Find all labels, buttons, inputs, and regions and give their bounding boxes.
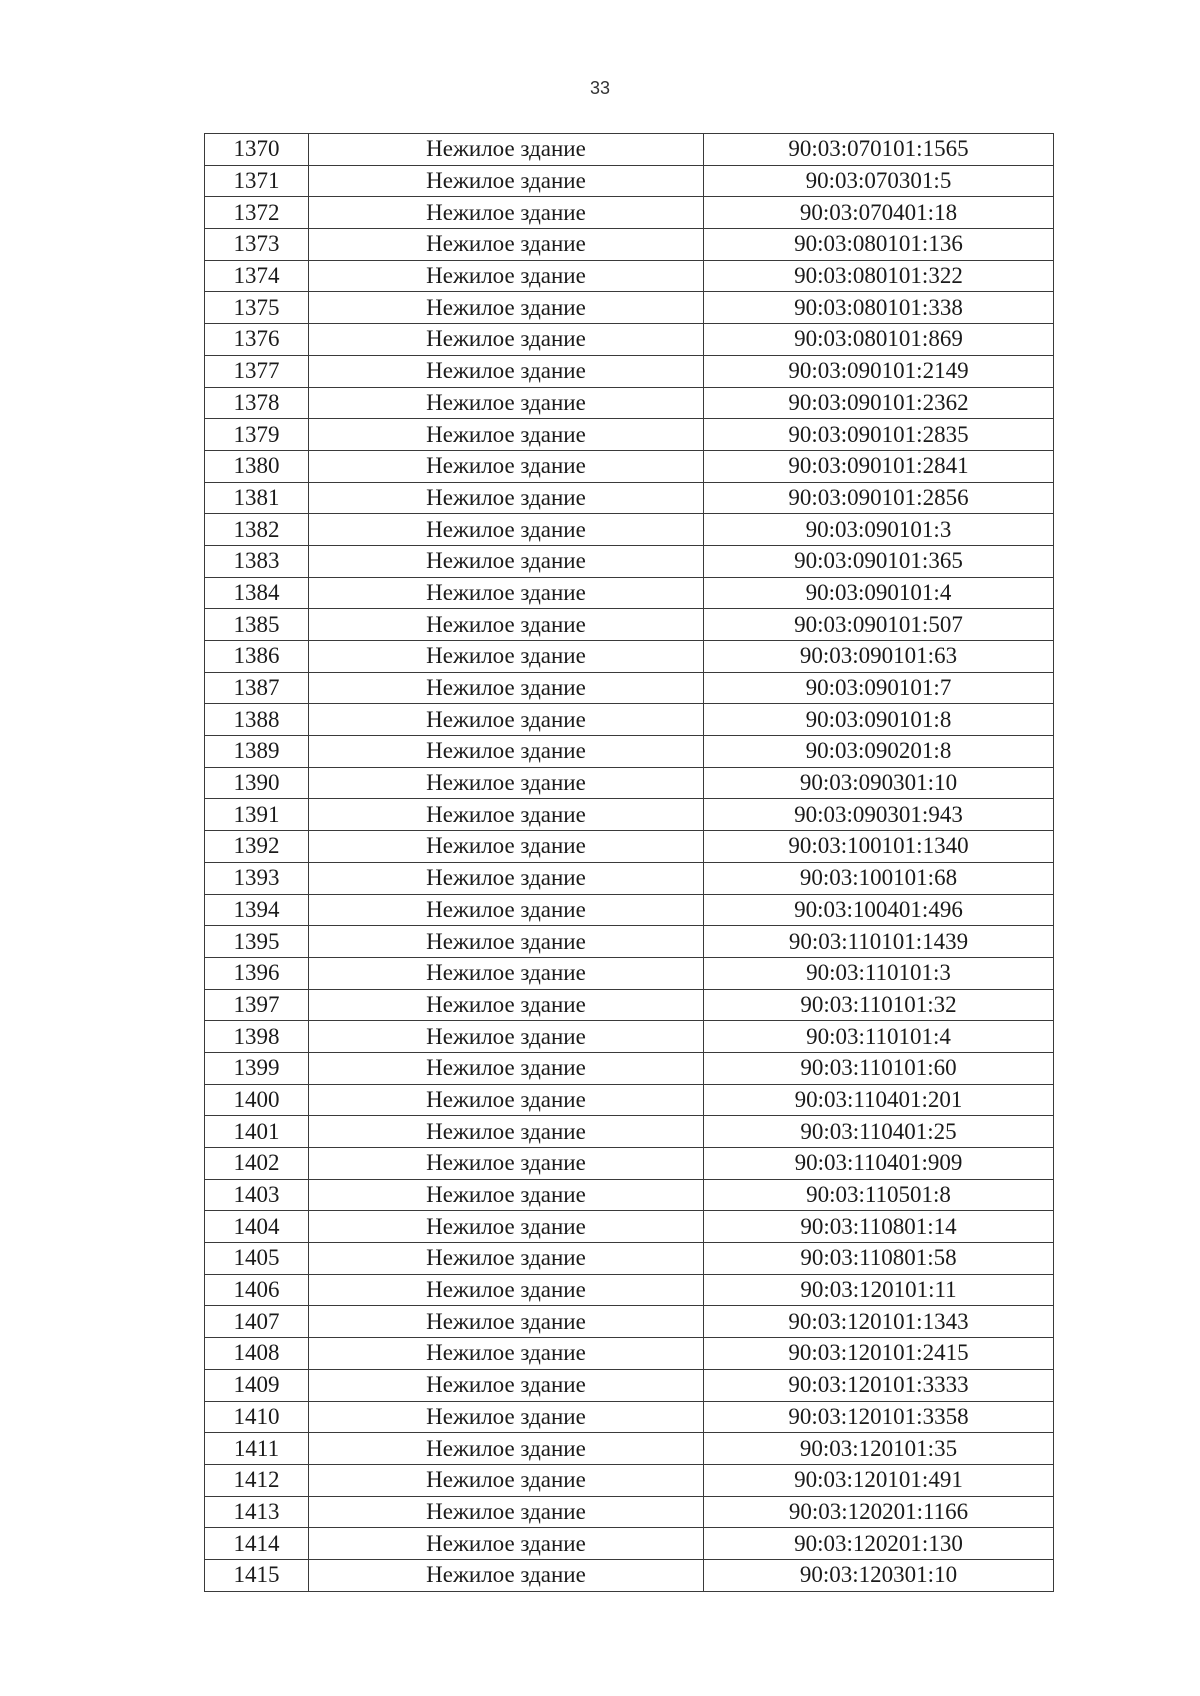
row-number-cell: 1379 [205,419,309,451]
table-row [205,577,1054,609]
table-row [205,704,1054,736]
row-number-cell: 1391 [205,799,309,831]
table-row [205,1052,1054,1084]
page-number: 33 [589,78,611,98]
row-number-cell: 1375 [205,292,309,324]
object-type-cell: Нежилое здание [309,736,704,768]
table-row [205,862,1054,894]
table-row [205,609,1054,641]
object-type-cell: Нежилое здание [309,387,704,419]
cadastral-number-cell: 90:03:110101:4 [704,1021,1054,1053]
table-row [205,1084,1054,1116]
object-type-cell: Нежилое здание [309,989,704,1021]
row-number-cell: 1401 [205,1116,309,1148]
object-type-cell: Нежилое здание [309,324,704,356]
row-number-cell: 1370 [205,134,309,166]
row-number-cell: 1380 [205,450,309,482]
cadastral-number-cell: 90:03:120101:491 [704,1464,1054,1496]
row-number-cell: 1376 [205,324,309,356]
cadastral-number-cell: 90:03:080101:136 [704,229,1054,261]
object-type-cell: Нежилое здание [309,1052,704,1084]
object-type-cell: Нежилое здание [309,831,704,863]
table-row [205,514,1054,546]
cadastral-number-cell: 90:03:070301:5 [704,165,1054,197]
object-type-cell: Нежилое здание [309,1274,704,1306]
row-number-cell: 1383 [205,545,309,577]
table-row [205,292,1054,324]
object-type-cell: Нежилое здание [309,260,704,292]
row-number-cell: 1378 [205,387,309,419]
table-row [205,831,1054,863]
row-number-cell: 1395 [205,926,309,958]
row-number-cell: 1399 [205,1052,309,1084]
row-number-cell: 1393 [205,862,309,894]
table-row [205,1021,1054,1053]
row-number-cell: 1402 [205,1148,309,1180]
object-type-cell: Нежилое здание [309,1116,704,1148]
table-row [205,1496,1054,1528]
row-number-cell: 1411 [205,1433,309,1465]
row-number-cell: 1373 [205,229,309,261]
row-number-cell: 1397 [205,989,309,1021]
cadastral-number-cell: 90:03:090101:2841 [704,450,1054,482]
object-type-cell: Нежилое здание [309,1528,704,1560]
cadastral-number-cell: 90:03:110101:60 [704,1052,1054,1084]
cadastral-number-cell: 90:03:110401:201 [704,1084,1054,1116]
table-row [205,450,1054,482]
object-type-cell: Нежилое здание [309,1401,704,1433]
row-number-cell: 1388 [205,704,309,736]
row-number-cell: 1390 [205,767,309,799]
cadastral-number-cell: 90:03:090101:2362 [704,387,1054,419]
cadastral-number-cell: 90:03:120101:2415 [704,1338,1054,1370]
table-row [205,1243,1054,1275]
cadastral-number-cell: 90:03:110501:8 [704,1179,1054,1211]
cadastral-number-cell: 90:03:110101:1439 [704,926,1054,958]
table-row [205,1338,1054,1370]
table-row [205,1116,1054,1148]
object-type-cell: Нежилое здание [309,609,704,641]
cadastral-number-cell: 90:03:090301:943 [704,799,1054,831]
object-type-cell: Нежилое здание [309,1369,704,1401]
cadastral-number-cell: 90:03:090101:2835 [704,419,1054,451]
object-type-cell: Нежилое здание [309,894,704,926]
table-row [205,989,1054,1021]
object-type-cell: Нежилое здание [309,926,704,958]
object-type-cell: Нежилое здание [309,1243,704,1275]
object-type-cell: Нежилое здание [309,514,704,546]
row-number-cell: 1407 [205,1306,309,1338]
table-row [205,260,1054,292]
row-number-cell: 1410 [205,1401,309,1433]
table-row [205,799,1054,831]
cadastral-number-cell: 90:03:090101:7 [704,672,1054,704]
cadastral-number-cell: 90:03:120201:1166 [704,1496,1054,1528]
cadastral-number-cell: 90:03:090101:365 [704,545,1054,577]
table-row [205,672,1054,704]
table-row [205,355,1054,387]
object-type-cell: Нежилое здание [309,419,704,451]
row-number-cell: 1400 [205,1084,309,1116]
object-type-cell: Нежилое здание [309,545,704,577]
row-number-cell: 1415 [205,1559,309,1591]
object-type-cell: Нежилое здание [309,1148,704,1180]
object-type-cell: Нежилое здание [309,1338,704,1370]
row-number-cell: 1406 [205,1274,309,1306]
property-registry-table [204,133,1054,1592]
table-row [205,1369,1054,1401]
cadastral-number-cell: 90:03:090101:4 [704,577,1054,609]
cadastral-number-cell: 90:03:090101:2149 [704,355,1054,387]
table-row [205,1464,1054,1496]
cadastral-number-cell: 90:03:110401:25 [704,1116,1054,1148]
table-row [205,1211,1054,1243]
row-number-cell: 1405 [205,1243,309,1275]
object-type-cell: Нежилое здание [309,1021,704,1053]
table-row [205,641,1054,673]
object-type-cell: Нежилое здание [309,134,704,166]
cadastral-number-cell: 90:03:120301:10 [704,1559,1054,1591]
object-type-cell: Нежилое здание [309,1496,704,1528]
row-number-cell: 1374 [205,260,309,292]
table-row [205,1528,1054,1560]
cadastral-number-cell: 90:03:110401:909 [704,1148,1054,1180]
registry-table-body [205,134,1054,1592]
row-number-cell: 1392 [205,831,309,863]
cadastral-number-cell: 90:03:100101:1340 [704,831,1054,863]
row-number-cell: 1387 [205,672,309,704]
cadastral-number-cell: 90:03:080101:338 [704,292,1054,324]
row-number-cell: 1404 [205,1211,309,1243]
object-type-cell: Нежилое здание [309,355,704,387]
table-row [205,387,1054,419]
table-row [205,926,1054,958]
table-row [205,482,1054,514]
table-row [205,1401,1054,1433]
object-type-cell: Нежилое здание [309,704,704,736]
cadastral-number-cell: 90:03:120101:35 [704,1433,1054,1465]
object-type-cell: Нежилое здание [309,165,704,197]
table-row [205,165,1054,197]
table-row [205,324,1054,356]
object-type-cell: Нежилое здание [309,1433,704,1465]
table-row [205,197,1054,229]
row-number-cell: 1412 [205,1464,309,1496]
table-row [205,1433,1054,1465]
object-type-cell: Нежилое здание [309,1179,704,1211]
cadastral-number-cell: 90:03:090101:63 [704,641,1054,673]
cadastral-number-cell: 90:03:090101:2856 [704,482,1054,514]
cadastral-number-cell: 90:03:090301:10 [704,767,1054,799]
table-row [205,957,1054,989]
row-number-cell: 1389 [205,736,309,768]
cadastral-number-cell: 90:03:100101:68 [704,862,1054,894]
cadastral-number-cell: 90:03:120101:11 [704,1274,1054,1306]
object-type-cell: Нежилое здание [309,1306,704,1338]
cadastral-number-cell: 90:03:100401:496 [704,894,1054,926]
object-type-cell: Нежилое здание [309,229,704,261]
object-type-cell: Нежилое здание [309,482,704,514]
table-row [205,1559,1054,1591]
object-type-cell: Нежилое здание [309,1559,704,1591]
row-number-cell: 1384 [205,577,309,609]
cadastral-number-cell: 90:03:120101:3358 [704,1401,1054,1433]
table-row [205,1179,1054,1211]
object-type-cell: Нежилое здание [309,767,704,799]
cadastral-number-cell: 90:03:110801:14 [704,1211,1054,1243]
object-type-cell: Нежилое здание [309,862,704,894]
cadastral-number-cell: 90:03:090101:3 [704,514,1054,546]
table-row [205,134,1054,166]
row-number-cell: 1394 [205,894,309,926]
cadastral-number-cell: 90:03:090101:8 [704,704,1054,736]
cadastral-number-cell: 90:03:120101:3333 [704,1369,1054,1401]
object-type-cell: Нежилое здание [309,292,704,324]
row-number-cell: 1414 [205,1528,309,1560]
object-type-cell: Нежилое здание [309,1084,704,1116]
cadastral-number-cell: 90:03:110801:58 [704,1243,1054,1275]
table-row [205,229,1054,261]
object-type-cell: Нежилое здание [309,450,704,482]
object-type-cell: Нежилое здание [309,197,704,229]
cadastral-number-cell: 90:03:080101:322 [704,260,1054,292]
cadastral-number-cell: 90:03:090101:507 [704,609,1054,641]
cadastral-number-cell: 90:03:120201:130 [704,1528,1054,1560]
object-type-cell: Нежилое здание [309,577,704,609]
cadastral-number-cell: 90:03:070101:1565 [704,134,1054,166]
row-number-cell: 1413 [205,1496,309,1528]
row-number-cell: 1372 [205,197,309,229]
object-type-cell: Нежилое здание [309,672,704,704]
cadastral-number-cell: 90:03:110101:3 [704,957,1054,989]
cadastral-number-cell: 90:03:080101:869 [704,324,1054,356]
object-type-cell: Нежилое здание [309,1464,704,1496]
row-number-cell: 1381 [205,482,309,514]
row-number-cell: 1382 [205,514,309,546]
object-type-cell: Нежилое здание [309,799,704,831]
cadastral-number-cell: 90:03:120101:1343 [704,1306,1054,1338]
table-row [205,419,1054,451]
object-type-cell: Нежилое здание [309,1211,704,1243]
row-number-cell: 1403 [205,1179,309,1211]
table-row [205,1274,1054,1306]
row-number-cell: 1409 [205,1369,309,1401]
table-row [205,736,1054,768]
cadastral-number-cell: 90:03:110101:32 [704,989,1054,1021]
row-number-cell: 1398 [205,1021,309,1053]
row-number-cell: 1377 [205,355,309,387]
row-number-cell: 1386 [205,641,309,673]
row-number-cell: 1385 [205,609,309,641]
table-row [205,767,1054,799]
table-row [205,1306,1054,1338]
table-row [205,1148,1054,1180]
table-row [205,894,1054,926]
cadastral-number-cell: 90:03:090201:8 [704,736,1054,768]
row-number-cell: 1408 [205,1338,309,1370]
object-type-cell: Нежилое здание [309,641,704,673]
table-row [205,545,1054,577]
cadastral-number-cell: 90:03:070401:18 [704,197,1054,229]
row-number-cell: 1396 [205,957,309,989]
object-type-cell: Нежилое здание [309,957,704,989]
row-number-cell: 1371 [205,165,309,197]
